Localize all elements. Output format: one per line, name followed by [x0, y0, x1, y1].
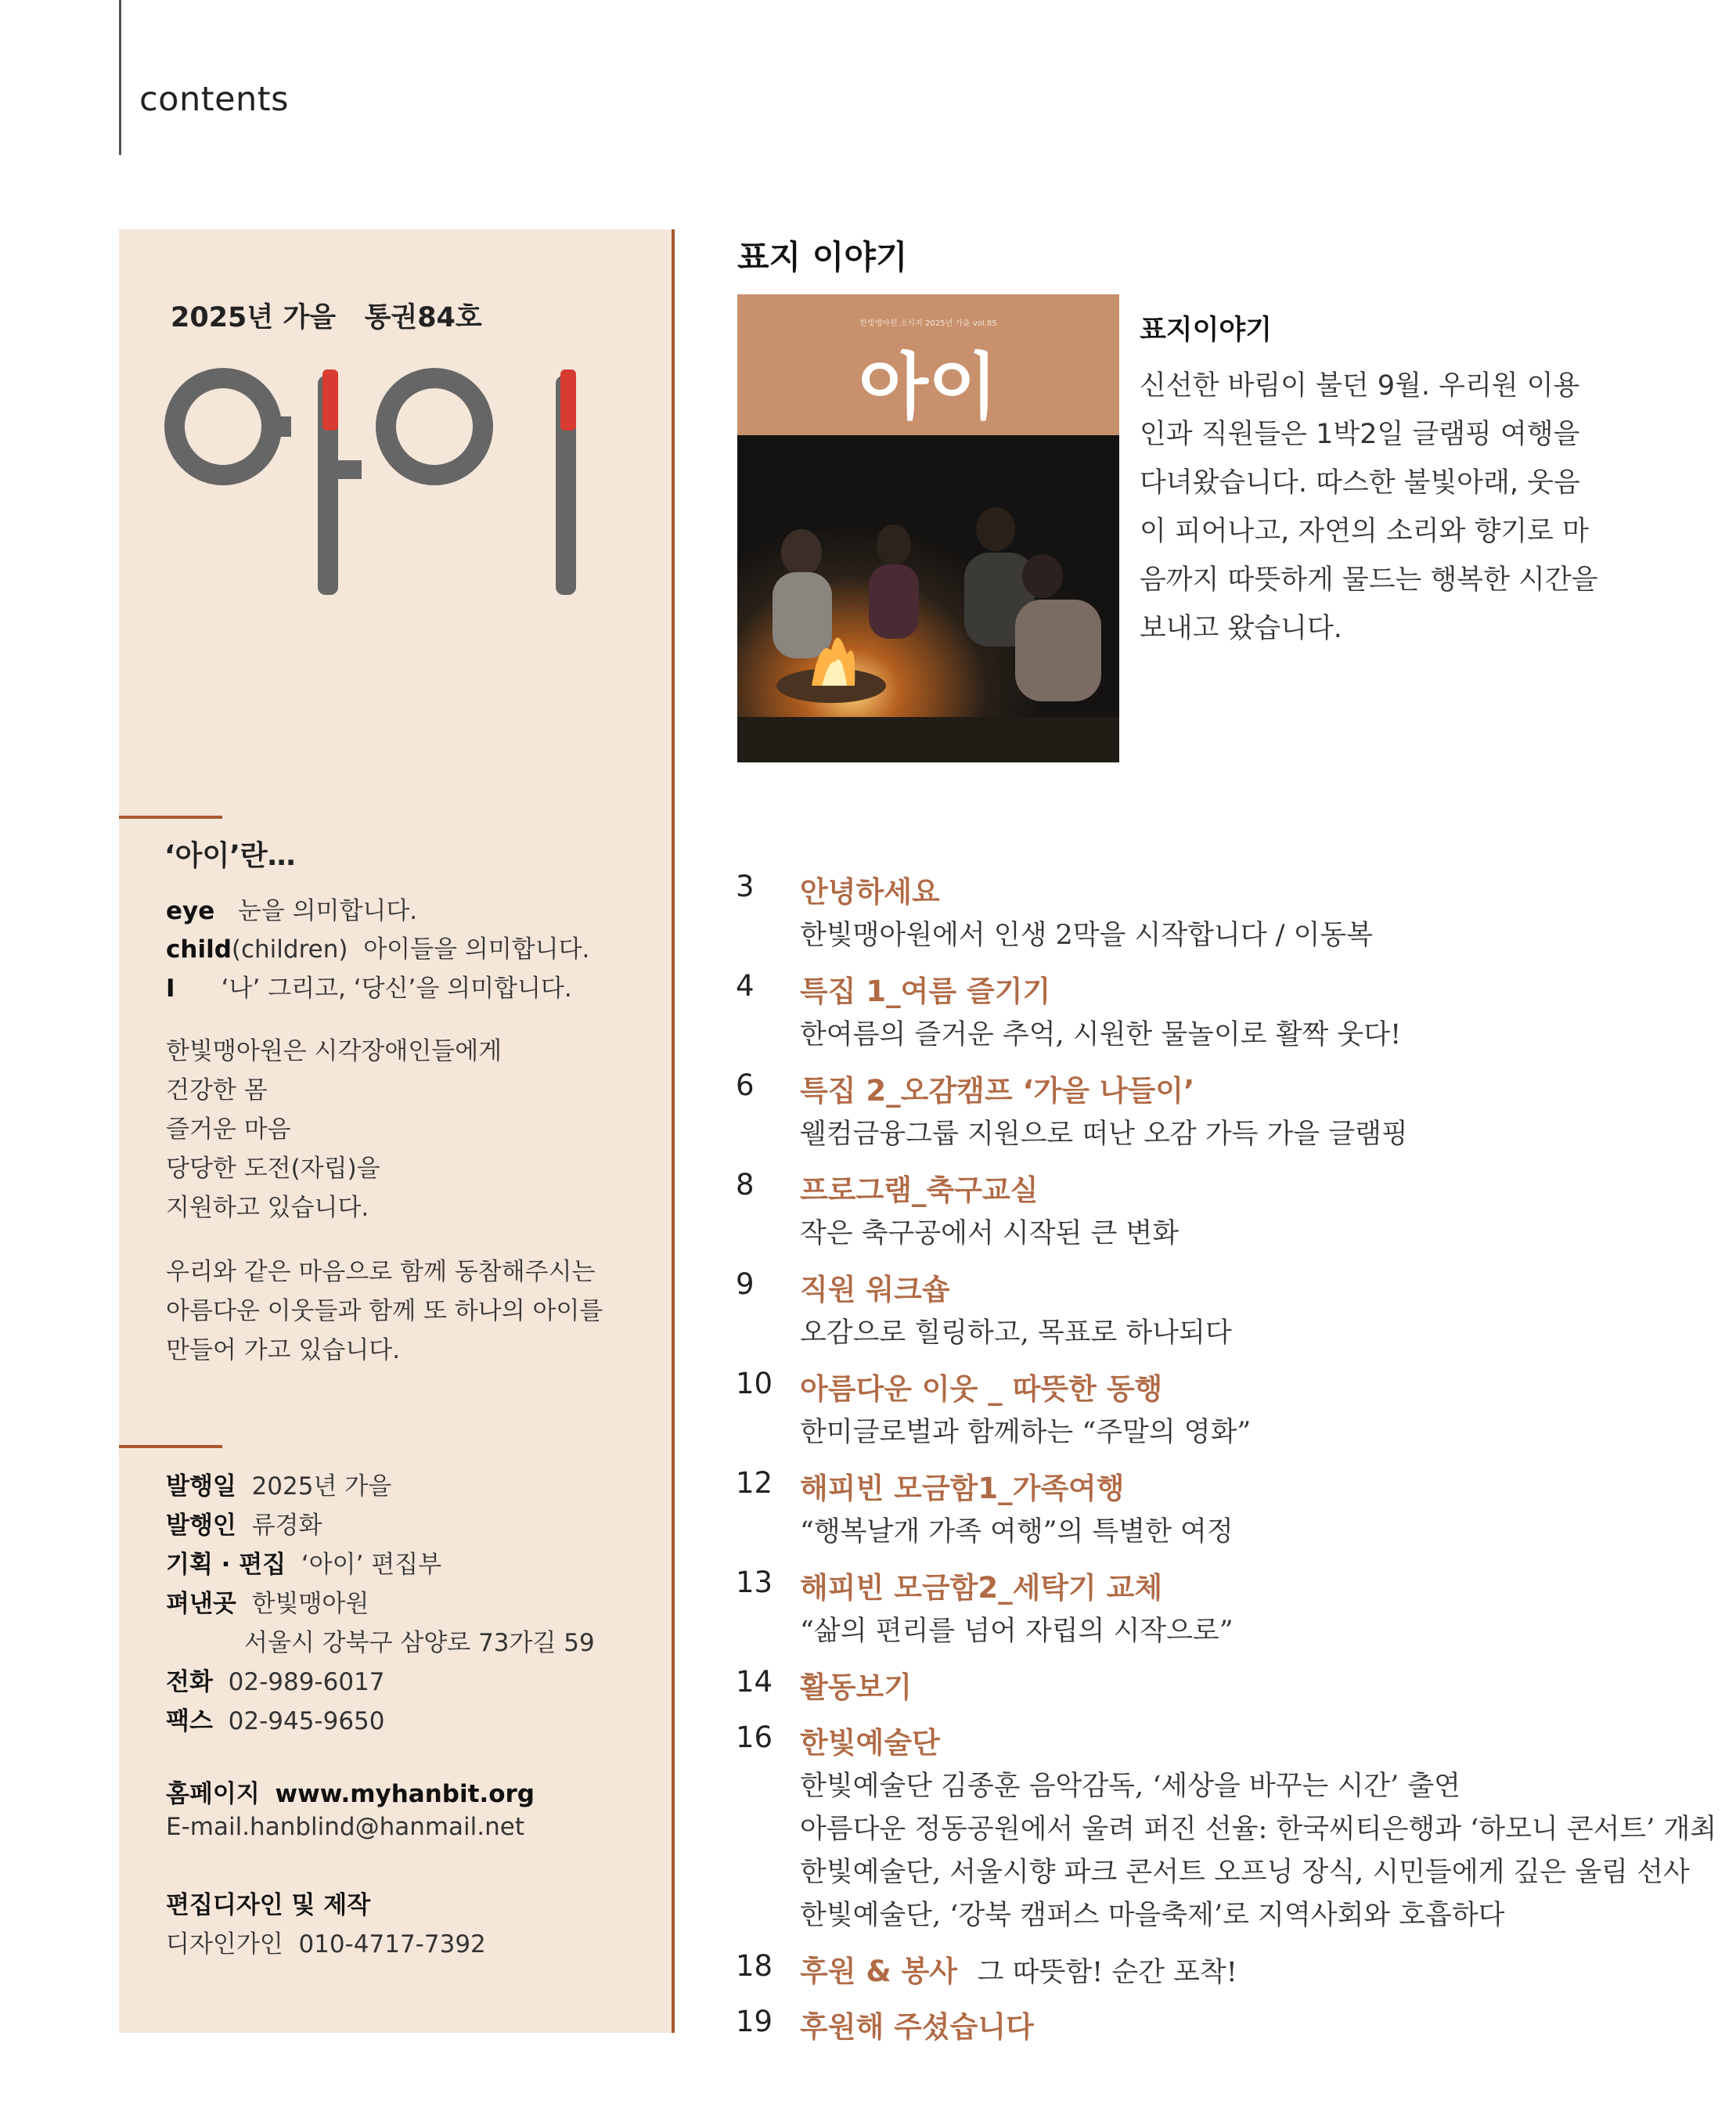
toc-page-number: 12: [736, 1466, 773, 1500]
editor-label: 기획 · 편집: [166, 1551, 286, 1579]
cover-section-title: 표지 이야기: [737, 238, 908, 276]
section-label: contents: [139, 80, 290, 119]
definition-term-extra: (children): [231, 935, 348, 964]
pub-fax: [166, 1701, 385, 1736]
toc-title: 한빛예술단: [800, 1726, 940, 1760]
definition-eye: [166, 891, 417, 926]
definition-desc: 아이들을 의미합니다.: [363, 935, 590, 964]
cover-magazine-top: 한빛맹아원 소식지 2025년 가을 vol.85: [859, 319, 997, 328]
cover-image: [737, 294, 1119, 762]
toc-subtitle: 아름다운 정동공원에서 울려 퍼진 선율: 한국씨티은행과 ‘하모니 콘서트’ 개최: [800, 1814, 1717, 1845]
toc-title: 해피빈 모금함2_세탁기 교체: [800, 1571, 1163, 1605]
issue-info: 2025년 가을 통권84호: [171, 302, 482, 333]
mission-line: 당당한 도전(자립)을: [166, 1155, 380, 1183]
mission-line: 즐거운 마음: [166, 1115, 291, 1144]
toc-title: 해피빈 모금함1_가족여행: [800, 1472, 1125, 1505]
toc-title: 프로그램_축구교실: [800, 1173, 1039, 1207]
together-text: [166, 1252, 603, 1370]
story-text: [1140, 362, 1597, 653]
toc-page-number: 13: [736, 1566, 773, 1599]
pub-design: [166, 1885, 370, 1920]
toc-title: 직원 워크숍: [800, 1273, 950, 1306]
publisher-value: 류경화: [251, 1512, 322, 1540]
toc-subtitle: “행복날개 가족 여행”의 특별한 여정: [800, 1516, 1234, 1548]
definition-desc: ‘나’ 그리고, ‘당신’을 의미합니다.: [221, 975, 572, 1003]
story-title: 표지이야기: [1140, 315, 1273, 346]
pub-publisher: [166, 1505, 322, 1540]
toc-subtitle: 웰컴금융그룹 지원으로 떠난 오감 가득 가을 글램핑: [800, 1119, 1408, 1150]
toc-page-number: 6: [736, 1068, 755, 1102]
mission-text: [166, 1032, 502, 1227]
mission-line: 건강한 몸: [166, 1076, 268, 1104]
pub-date: [166, 1466, 391, 1501]
toc-subtitle: 한빛예술단 김종훈 음악감독, ‘세상을 바꾸는 시간’ 출연: [800, 1771, 1460, 1802]
aii-logo: [164, 352, 603, 611]
editor-value: ‘아이’ 편집부: [301, 1551, 442, 1579]
story-line: 인과 직원들은 1박2일 글램핑 여행을: [1140, 419, 1580, 450]
pub-date-value: 2025년 가을: [251, 1472, 392, 1501]
about-rule: [119, 816, 222, 819]
toc-page-number: 10: [736, 1367, 773, 1400]
toc-title: 활동보기: [800, 1670, 912, 1704]
pub-phone: [166, 1662, 385, 1697]
toc-title: 특집 1_여름 즐기기: [800, 975, 1051, 1008]
mission-line: 지원하고 있습니다.: [166, 1194, 369, 1222]
fax-value: 02-945-9650: [228, 1707, 385, 1735]
toc-inline-subtitle: 그 따뜻함! 순간 포착!: [977, 1957, 1237, 1988]
homepage-link[interactable]: www.myhanbit.org: [275, 1780, 535, 1808]
design-label: 편집디자인 및 제작: [166, 1891, 371, 1919]
toc-subtitle: 한빛예술단, 서울시향 파크 콘서트 오프닝 장식, 시민들에게 깊은 울림 선사: [800, 1857, 1690, 1888]
toc-page-number: 3: [736, 870, 755, 903]
toc-subtitle: 한빛예술단, ‘강북 캠퍼스 마을축제’로 지역사회와 호흡하다: [800, 1900, 1505, 1931]
story-line: 보내고 왔습니다.: [1140, 613, 1342, 644]
toc-subtitle: 한여름의 즐거운 추억, 시원한 물놀이로 활짝 웃다!: [800, 1019, 1402, 1050]
toc-title: [800, 1948, 1237, 1990]
pub-design-value: 디자인가인 010-4717-7392: [166, 1930, 486, 1958]
pub-email[interactable]: E-mail.hanblind@hanmail.net: [166, 1813, 525, 1841]
story-line: 음까지 따뜻하게 물드는 행복한 시간을: [1140, 564, 1598, 596]
org-value: 한빛맹아원: [251, 1590, 369, 1618]
definition-desc: 눈을 의미합니다.: [237, 897, 418, 925]
mission-line: 한빛맹아원은 시각장애인들에게: [166, 1037, 502, 1065]
definition-term: I: [166, 975, 175, 1003]
toc-subtitle: 한빛맹아원에서 인생 2막을 시작합니다 / 이동복: [800, 920, 1374, 951]
fax-label: 팩스: [166, 1707, 213, 1735]
together-line: 만들어 가고 있습니다.: [166, 1336, 401, 1364]
toc-page-number: 4: [736, 969, 755, 1003]
pub-org: [166, 1584, 369, 1619]
toc-title-text: 후원 & 봉사: [800, 1955, 957, 1988]
definition-child: [166, 929, 589, 964]
together-line: 우리와 같은 마음으로 함께 동참해주시는: [166, 1258, 596, 1286]
toc-subtitle: “삶의 편리를 넘어 자립의 시작으로”: [800, 1616, 1234, 1647]
panel-divider: [672, 229, 675, 2033]
pub-address: 서울시 강북구 삼양로 73가길 59: [244, 1629, 595, 1657]
toc-page-number: 9: [736, 1267, 755, 1301]
story-line: 이 피어나고, 자연의 소리와 향기로 마: [1140, 516, 1589, 547]
toc-title: 안녕하세요: [800, 875, 940, 909]
toc-page-number: 8: [736, 1168, 755, 1202]
phone-value: 02-989-6017: [228, 1668, 385, 1696]
toc-page-number: 14: [736, 1665, 773, 1699]
together-line: 아름다운 이웃들과 함께 또 하나의 아이를: [166, 1297, 603, 1325]
toc-subtitle: 오감으로 힐링하고, 목표로 하나되다: [800, 1317, 1232, 1349]
toc-title: 아름다운 이웃 _ 따뜻한 동행: [800, 1372, 1163, 1406]
org-label: 펴낸곳: [166, 1590, 236, 1618]
toc-page-number: 19: [736, 2005, 773, 2038]
toc-page-number: 16: [736, 1721, 773, 1754]
story-line: 다녀왔습니다. 따스한 불빛아래, 웃음: [1140, 467, 1580, 499]
phone-label: 전화: [166, 1668, 213, 1696]
homepage-label: 홈페이지: [166, 1780, 260, 1808]
definition-term: child: [166, 935, 232, 964]
publisher-label: 발행인: [166, 1512, 236, 1540]
toc-title: 후원해 주셨습니다: [800, 2010, 1034, 2044]
toc-subtitle: 한미글로벌과 함께하는 “주말의 영화”: [800, 1417, 1252, 1448]
publication-rule: [119, 1445, 222, 1448]
cover-magazine-logo: 아이: [859, 345, 998, 429]
pub-date-label: 발행일: [166, 1472, 236, 1501]
toc-page-number: 18: [736, 1949, 773, 1983]
toc-subtitle: 작은 축구공에서 시작된 큰 변화: [800, 1218, 1180, 1249]
pub-homepage: [166, 1774, 535, 1809]
toc-title: 특집 2_오감캠프 ‘가을 나들이’: [800, 1074, 1195, 1108]
definition-i: [166, 968, 572, 1004]
definition-term: eye: [166, 897, 215, 925]
about-title: ‘아이’란…: [164, 840, 296, 872]
story-line: 신선한 바림이 불던 9월. 우리원 이용: [1140, 370, 1580, 402]
pub-editor: [166, 1544, 441, 1580]
header-rule: [119, 0, 121, 155]
